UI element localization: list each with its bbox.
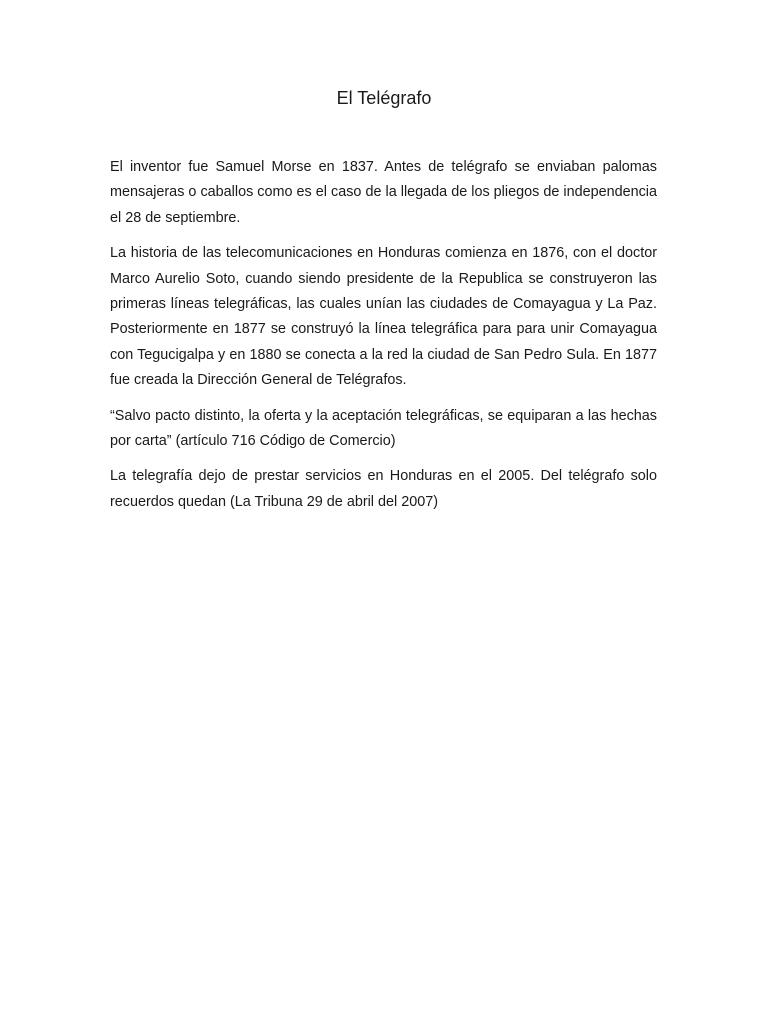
paragraph-morse-invention: El inventor fue Samuel Morse en 1837. Antes de telégrafo se enviaban palomas mensajeras o caballos como es el caso de la llegada de los pliegos de independencia el 28 de septiembre. [110, 159, 657, 226]
paragraph-service-end: La telegrafía dejo de prestar servicios en Honduras en el 2005. Del telégrafo solo recuerdos quedan (La Tribuna 29 de abril del 2007) [110, 468, 657, 510]
paragraph-commerce-code-quote: “Salvo pacto distinto, la oferta y la aceptación telegráficas, se equiparan a las hechas por carta” (artículo 716 Código de Comercio) [110, 407, 657, 450]
document-body [110, 155, 657, 525]
document-title: El Telégrafo [336, 88, 432, 108]
paragraph-honduras-history: La historia de las telecomunicaciones en Honduras comienza en 1876, con el doctor Marco Aurelio Soto, cuando siendo presidente de la Republica se construyeron las primeras líneas telegráficas, las cuales unían las ciudades de Comayagua y La Paz. Posteriormente en 1877 se construyó la línea telegráfica para para unir Comayagua con Tegucigalpa y en 1880 se conecta a la red la ciudad de San Pedro Sula. En 1877 fue creada la Dirección General de Telégrafos. [110, 245, 657, 389]
